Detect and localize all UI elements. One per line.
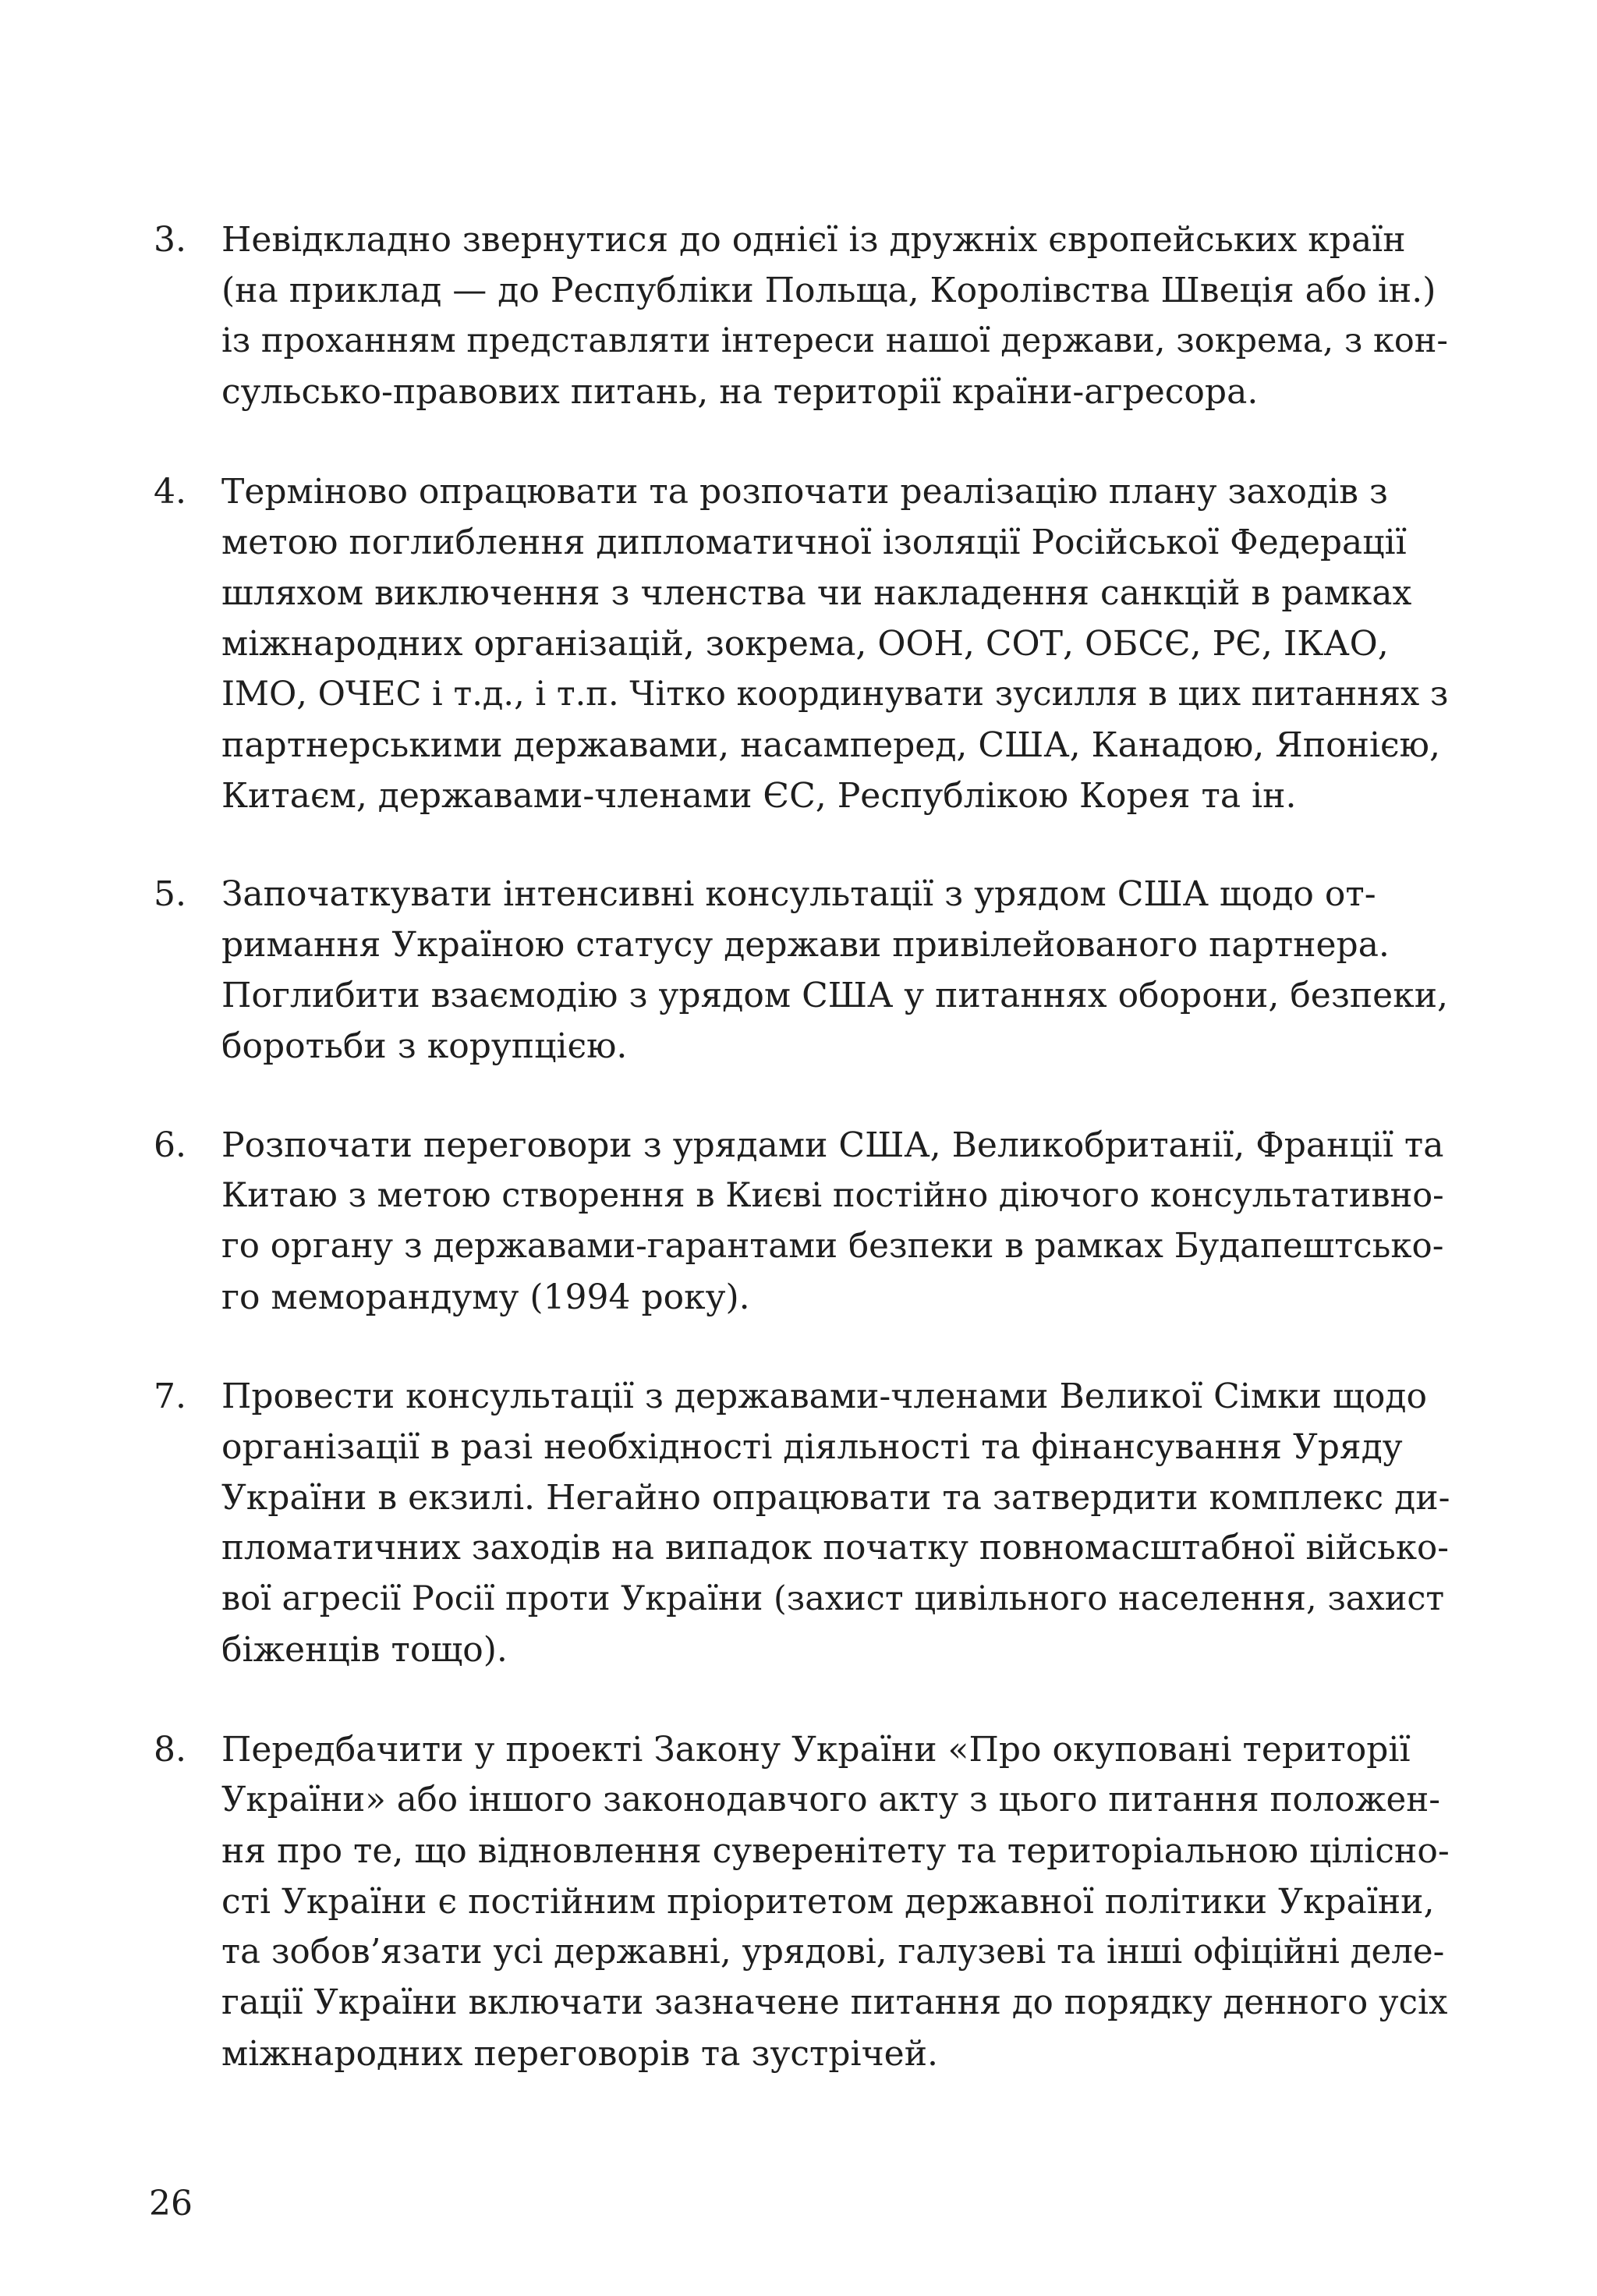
list-item-text-line: Терміново опрацювати та розпочати реалізацію плану заходів з <box>221 472 1388 512</box>
list-item-number: 5. <box>154 874 186 914</box>
list-item-text-line: із проханням представляти інтереси нашої держави, зокрема, з кон- <box>221 321 1448 360</box>
list-item-text-line: та зобов’язати усі державні, урядові, галузеві та інші офіційні деле- <box>221 1933 1445 1972</box>
page-number: 26 <box>149 2184 193 2223</box>
list-item-text-line: України» або іншого законодавчого акту з цього питання положен- <box>221 1780 1440 1819</box>
list-item-number: 4. <box>154 472 186 512</box>
list-item-text-line: (на приклад — до Республіки Польща, Королівства Швеція або ін.) <box>221 271 1436 310</box>
list-item-text-line: Провести консультації з державами-членами Великої Сімки щодо <box>221 1377 1427 1416</box>
list-item-text-line: сульсько-правових питань, на території країни-агресора. <box>221 372 1259 412</box>
list-item-text-line: міжнародних організацій, зокрема, ООН, СОТ, ОБСЄ, РЄ, ІКАО, <box>221 624 1389 664</box>
list-item-text-line: пломатичних заходів на випадок початку повномасштабної військо- <box>221 1529 1449 1568</box>
list-item-text-line: Китаю з метою створення в Києві постійно діючого консультативно- <box>221 1176 1444 1215</box>
list-item-text-line: сті України є постійним пріоритетом державної політики України, <box>221 1882 1435 1922</box>
list-item-number: 8. <box>154 1730 186 1770</box>
list-item-text-line: ня про те, що відновлення суверенітету та територіальною цілісно- <box>221 1831 1450 1871</box>
list-item-text-line: гації України включати зазначене питання до порядку денного усіх <box>221 1983 1448 2022</box>
list-item-text-line: го меморандуму (1994 року). <box>221 1277 750 1317</box>
list-item-text-line: організації в разі необхідності діяльності та фінансування Уряду <box>221 1427 1403 1467</box>
list-item-text-line: міжнародних переговорів та зустрічей. <box>221 2034 939 2074</box>
list-item-text-line: Невідкладно звернутися до однієї із дружніх європейських країн <box>221 220 1406 260</box>
list-item-text-line: Започаткувати інтенсивні консультації з урядом США щодо от- <box>221 874 1376 914</box>
list-item-text-line: шляхом виключення з членства чи накладення санкцій в рамках <box>221 573 1412 613</box>
list-item-text-line: біженців тощо). <box>221 1630 508 1670</box>
list-item-text-line: партнерськими державами, насамперед, США, Канадою, Японією, <box>221 725 1440 765</box>
list-item-text-line: Розпочати переговори з урядами США, Великобританії, Франції та <box>221 1125 1444 1165</box>
list-item-text-line: України в екзилі. Негайно опрацювати та затвердити комплекс ди- <box>221 1478 1450 1518</box>
list-item-text-line: ІМО, ОЧЕС і т.д., і т.п. Чітко координувати зусилля в цих питаннях з <box>221 675 1449 714</box>
list-item-text-line: го органу з державами-гарантами безпеки в рамках Будапештсько- <box>221 1227 1444 1266</box>
list-item-number: 6. <box>154 1125 186 1165</box>
list-item-text-line: боротьби з корупцією. <box>221 1026 628 1066</box>
list-item-text-line: римання Україною статусу держави привілейованого партнера. <box>221 925 1390 965</box>
list-item-text-line: Китаєм, державами-членами ЄС, Республікою Корея та ін. <box>221 776 1297 816</box>
list-item-text-line: Передбачити у проекті Закону України «Про окуповані території <box>221 1730 1411 1770</box>
list-item-text-line: метою поглиблення дипломатичної ізоляції Російської Федерації <box>221 523 1407 562</box>
list-item-text-line: вої агресії Росії проти України (захист цивільного населення, захист <box>221 1579 1445 1618</box>
list-item-number: 7. <box>154 1377 186 1416</box>
list-item-text-line: Поглибити взаємодію з урядом США у питаннях оборони, безпеки, <box>221 976 1449 1015</box>
list-item-number: 3. <box>154 220 186 260</box>
